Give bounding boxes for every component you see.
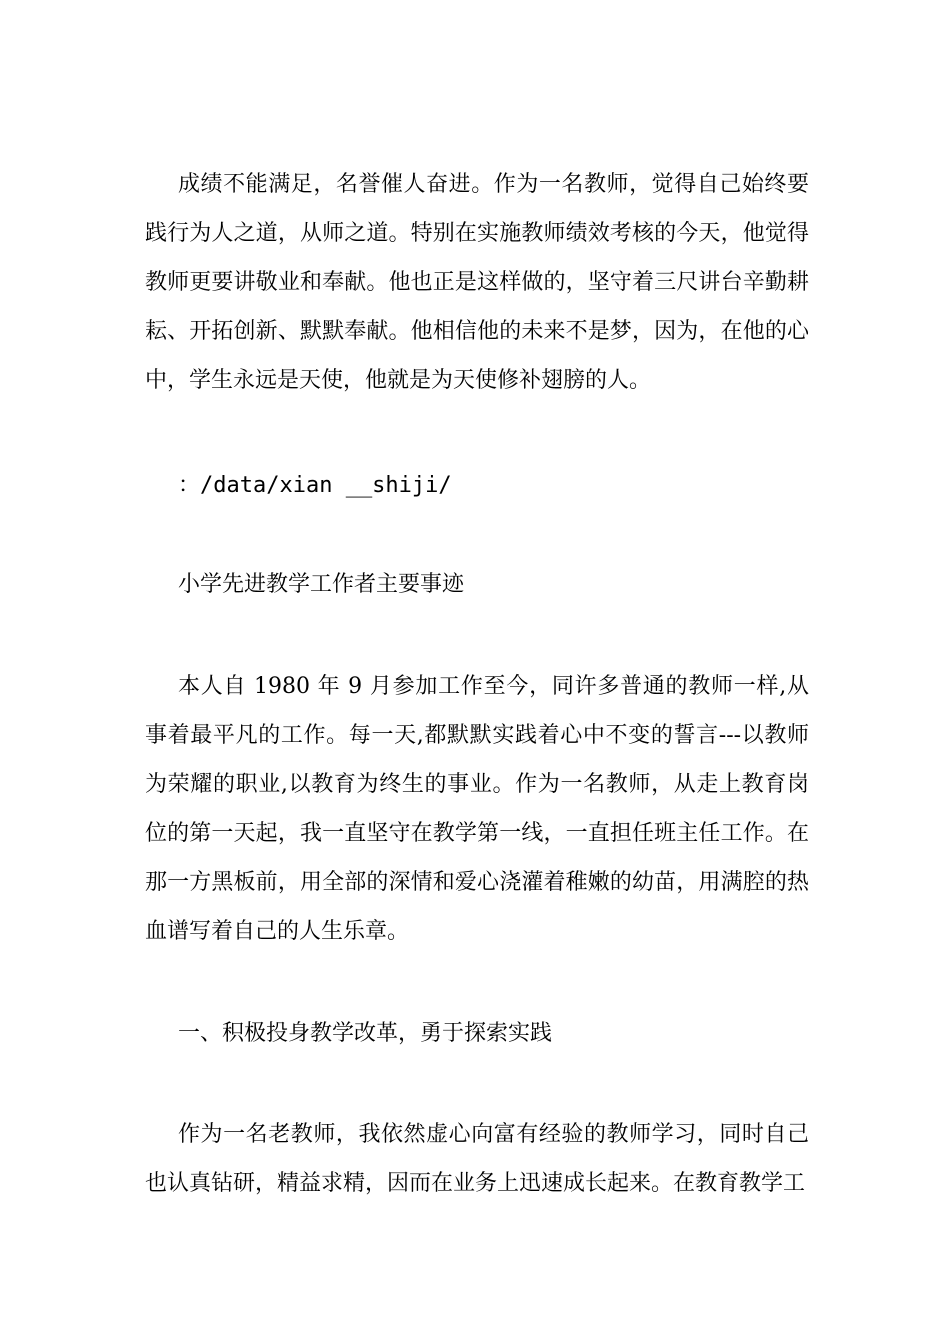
paragraph-career-intro: 本人自 1980 年 9 月参加工作至今，同许多普通的教师一样,从事着最平凡的工作。每一天,都默默实践着心中不变的誓言---以教师为荣耀的职业,以教育为终生的事业。作为一名教师，从走上教育岗位的第一天起，我一直坚守在教学第一线，一直担任班主任工作。在那一方黑板前，用全部的深情和爱心浇灌着稚嫩的幼苗，用满腔的热血谱写着自己的人生乐章。: [145, 674, 809, 944]
paragraph-teacher-dedication: 成绩不能满足，名誉催人奋进。作为一名教师，觉得自己始终要践行为人之道，从师之道。特别在实施教师绩效考核的今天，他觉得教师更要讲敬业和奉献。他也正是这样做的，坚守着三尺讲台辛勤耕耘、开拓创新、默默奉献。他相信他的未来不是梦，因为，在他的心中，学生永远是天使，他就是为天使修补翅膀的人。: [145, 172, 809, 393]
subheading-teaching-reform: 一、积极投身教学改革，勇于探索实践: [178, 1021, 553, 1046]
source-path-line: ：/data/xian __shiji/: [178, 473, 452, 498]
section-title: 小学先进教学工作者主要事迹: [178, 572, 465, 597]
paragraph-learning: 作为一名老教师，我依然虚心向富有经验的教师学习，同时自己也认真钻研，精益求精，因而在业务上迅速成长起来。在教育教学工: [145, 1122, 809, 1196]
